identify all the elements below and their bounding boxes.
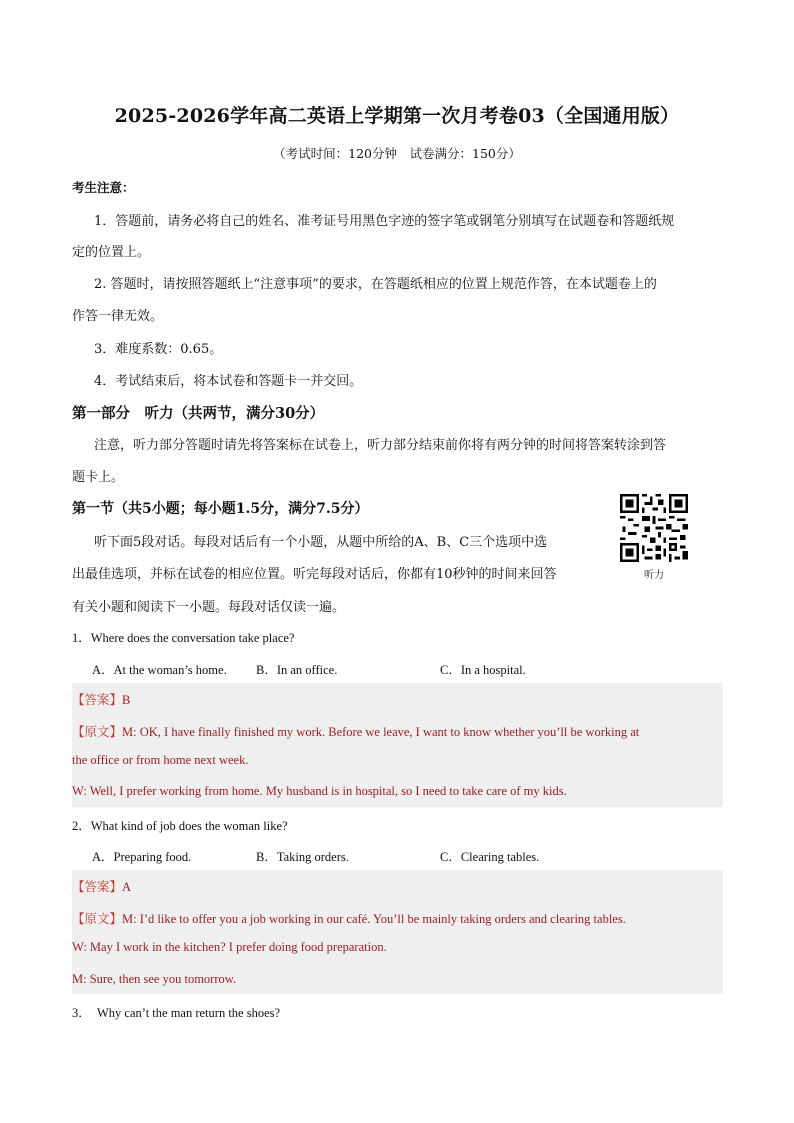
- question-2-option-c[interactable]: C．Clearing tables.: [440, 850, 540, 864]
- notice-item-1b: 定的位置上。: [72, 245, 151, 260]
- exam-subtitle: （考试时间：120分钟 试卷满分：150分）: [273, 146, 521, 161]
- notice-item-1a: 1．答题前，请务必将自己的姓名、准考证号用黑色字迹的签字笔或钢笔分别填写在试题卷和答题纸规: [94, 214, 675, 229]
- notice-item-2b: 作答一律无效。: [72, 309, 164, 324]
- question-2-option-a[interactable]: A．Preparing food.: [92, 850, 192, 864]
- script-2-line-2: W: May I work in the kitchen? I prefer doing food preparation.: [72, 940, 387, 954]
- script-2-line-3: M: Sure, then see you tomorrow.: [72, 972, 237, 986]
- part1-note-b: 题卡上。: [72, 470, 125, 485]
- section1-intro-c: 有关小题和阅读下一小题。每段对话仅读一遍。: [72, 600, 346, 615]
- question-2-option-b[interactable]: B．Taking orders.: [256, 850, 349, 864]
- part1-heading: 第一部分 听力（共两节，满分30分）: [72, 405, 325, 422]
- script-tag: 【原文】: [72, 911, 123, 926]
- question-1-option-c[interactable]: C．In a hospital.: [440, 663, 526, 677]
- section1-heading: 第一节（共5小题；每小题1.5分，满分7.5分）: [72, 501, 369, 517]
- exam-title: 2025-2026学年高二英语上学期第一次月考卷03（全国通用版）: [114, 105, 680, 127]
- qr-code-icon[interactable]: [620, 494, 688, 562]
- notice-heading: 考生注意：: [72, 180, 135, 195]
- question-1-stem: 1．Where does the conversation take place?: [72, 631, 295, 645]
- answer-tag: 【答案】: [72, 692, 123, 707]
- question-3-stem: 3． Why can’t the man return the shoes?: [72, 1006, 281, 1020]
- answer-value: A: [122, 880, 132, 894]
- script-tag: 【原文】: [72, 724, 123, 739]
- section1-intro-b: 出最佳选项，并标在试卷的相应位置。听完每段对话后，你都有10秒钟的时间来回答: [72, 567, 557, 582]
- notice-item-4: 4．考试结束后，将本试卷和答题卡一并交回。: [94, 374, 363, 389]
- answer-tag: 【答案】: [72, 879, 123, 894]
- script-1-line-3: W: Well, I prefer working from home. My husband is in hospital, so I need to take care of my kids.: [72, 784, 567, 798]
- script-1-line-2: the office or from home next week.: [72, 753, 249, 767]
- qr-label: 听力: [644, 570, 664, 581]
- section1-intro-a: 听下面5段对话。每段对话后有一个小题，从题中所给的A、B、C三个选项中选: [94, 535, 548, 550]
- question-1-option-b[interactable]: B．In an office.: [256, 663, 338, 677]
- notice-item-2a: 2. 答题时，请按照答题纸上“注意事项”的要求，在答题纸相应的位置上规范作答，在本试题卷上的: [94, 277, 657, 292]
- notice-item-3: 3．难度系数：0.65。: [94, 342, 223, 357]
- question-1-option-a[interactable]: A．At the woman’s home.: [92, 663, 227, 677]
- script-text: M: I’d like to offer you a job working in our café. You’ll be mainly taking orders and clearing tables.: [122, 912, 626, 926]
- script-2-line-1: [72, 909, 626, 927]
- script-1-line-1: [72, 722, 639, 740]
- answer-2: [72, 877, 131, 895]
- part1-note-a: 注意，听力部分答题时请先将答案标在试卷上，听力部分结束前你将有两分钟的时间将答案转涂到答: [94, 438, 667, 453]
- answer-value: B: [122, 693, 131, 707]
- question-2-stem: 2．What kind of job does the woman like?: [72, 819, 288, 833]
- answer-1: [72, 690, 130, 708]
- script-text: M: OK, I have finally finished my work. Before we leave, I want to know whether you’ll be working at: [122, 725, 640, 739]
